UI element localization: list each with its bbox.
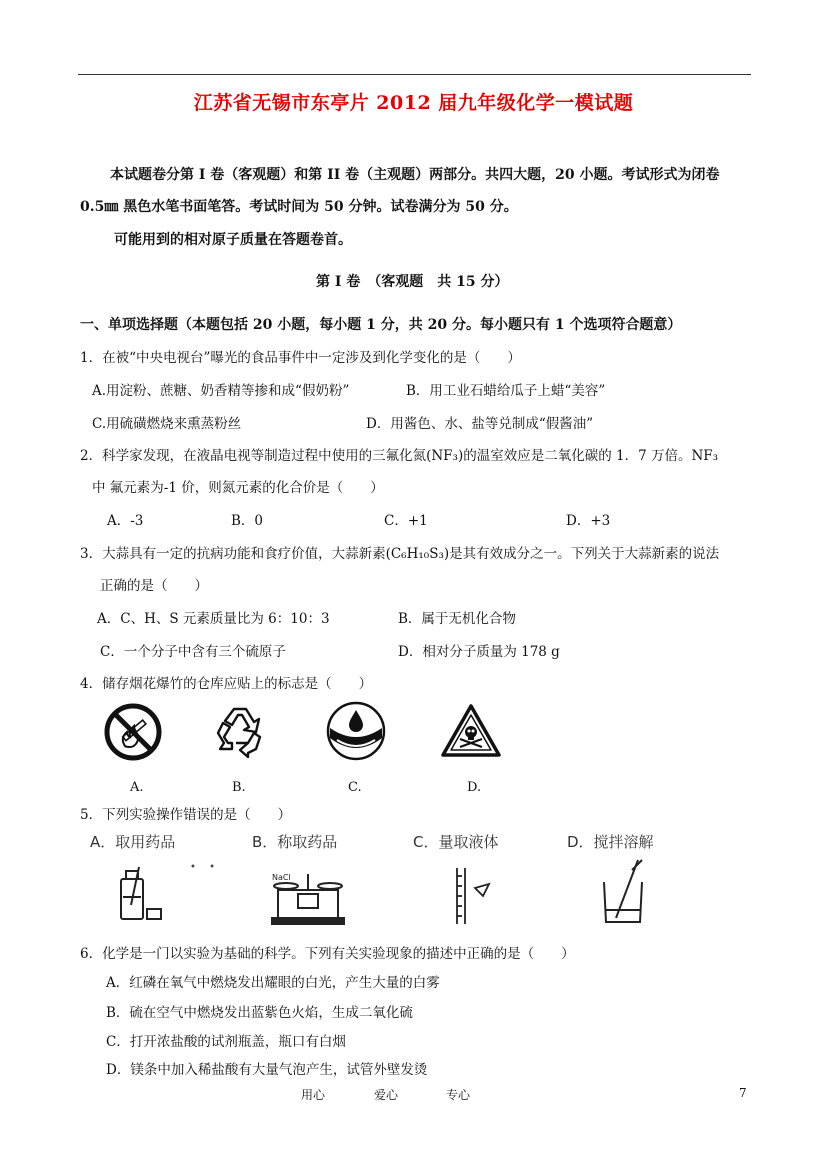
no-fire-sign-icon xyxy=(103,702,163,762)
dot-marks: • • xyxy=(190,862,215,873)
footer-word-3: 专心 xyxy=(446,1088,471,1102)
q2-option-d: D．+3 xyxy=(566,513,611,529)
svg-text:NaCl: NaCl xyxy=(272,873,291,882)
beaker-stirring-icon xyxy=(598,858,650,928)
q3-option-d: D．相对分子质量为 178 g xyxy=(398,644,560,660)
q3-stem: 3．大蒜具有一定的抗病功能和食疗价值，大蒜新素(C₆H₁₀S₃)是其有效成分之一。下列关于大蒜新素的说法 xyxy=(80,546,720,562)
q4-label-a: A. xyxy=(130,780,144,795)
q3-option-b: B．属于无机化合物 xyxy=(398,611,516,627)
footer-word-1: 用心 xyxy=(301,1088,326,1102)
q3-option-c: C．一个分子中含有三个硫原子 xyxy=(100,644,286,660)
q6-stem: 6．化学是一门以实验为基础的科学。下列有关实验现象的描述中正确的是（ ） xyxy=(80,946,575,962)
footer-word-2: 爱心 xyxy=(374,1088,399,1102)
q3-stem-continued: 正确的是（ ） xyxy=(100,578,208,594)
q6-option-b: B．硫在空气中燃烧发出蓝紫色火焰，生成二氧化硫 xyxy=(106,1005,413,1021)
q2-stem-continued: 中 氟元素为-1 价，则氮元素的化合价是（ ） xyxy=(92,480,384,496)
toxic-warning-sign-icon xyxy=(440,703,502,759)
water-drop-sign-icon xyxy=(325,700,387,762)
q1-option-c: C.用硫磺燃烧来熏蒸粉丝 xyxy=(92,416,242,432)
q6-option-d: D．镁条中加入稀盐酸有大量气泡产生，试管外壁发烫 xyxy=(106,1062,428,1078)
header-rule xyxy=(78,74,751,75)
reagent-bottle-icon xyxy=(115,865,165,923)
intro-line-3: 可能用到的相对原子质量在答题卷首。 xyxy=(114,232,352,248)
q2-option-c: C．+1 xyxy=(384,513,428,529)
q4-label-c: C. xyxy=(348,780,362,795)
q4-label-d: D. xyxy=(467,780,482,795)
q4-label-b: B. xyxy=(232,780,246,795)
q1-stem: 1．在被“中央电视台”曝光的食品事件中一定涉及到化学变化的是（ ） xyxy=(80,350,521,366)
q5-option-b: B．称取药品 xyxy=(252,833,338,851)
q6-option-a: A．红磷在氧气中燃烧发出耀眼的白光，产生大量的白雾 xyxy=(106,975,440,991)
q2-option-a: A．-3 xyxy=(107,513,144,529)
q2-stem: 2．科学家发现，在液晶电视等制造过程中使用的三氟化氮(NF₃)的温室效应是二氧化碳的 1．7 万倍。NF₃ xyxy=(80,448,719,464)
recycle-sign-icon xyxy=(210,703,270,759)
q2-option-b: B．0 xyxy=(231,513,264,529)
q5-stem: 5．下列实验操作错误的是（ ） xyxy=(80,807,292,823)
q5-option-c: C．量取液体 xyxy=(413,833,499,851)
page-number: 7 xyxy=(739,1086,747,1100)
intro-line-1: 本试题卷分第 I 卷（客观题）和第 II 卷（主观题）两部分。共四大题，20 小题。考试形式为闭卷 xyxy=(110,167,720,183)
q4-stem: 4．储存烟花爆竹的仓库应贴上的标志是（ ） xyxy=(80,676,373,692)
part-title: 一、单项选择题（本题包括 20 小题，每小题 1 分，共 20 分。每小题只有 1 个选项符合题意） xyxy=(80,317,682,333)
q3-option-a: A．C、H、S 元素质量比为 6：10：3 xyxy=(97,611,330,627)
intro-line-2: 0.5㎜ 黑色水笔书面笔答。考试时间为 50 分钟。试卷满分为 50 分。 xyxy=(80,199,518,215)
q5-option-a: A．取用药品 xyxy=(90,833,176,851)
page-title: 江苏省无锡市东亭片 2012 届九年级化学一模试题 xyxy=(193,92,634,114)
q5-option-d: D．搅拌溶解 xyxy=(567,833,654,851)
q1-option-a: A.用淀粉、蔗糖、奶香精等掺和成“假奶粉” xyxy=(92,383,350,399)
q1-option-b: B．用工业石蜡给瓜子上蜡“美容” xyxy=(406,383,606,399)
section-heading: 第 I 卷 （客观题 共 15 分） xyxy=(316,274,509,290)
q6-option-c: C．打开浓盐酸的试剂瓶盖，瓶口有白烟 xyxy=(106,1034,346,1050)
balance-scale-icon xyxy=(268,870,348,926)
measuring-cylinder-icon xyxy=(445,866,505,926)
q1-option-d: D．用酱色、水、盐等兑制成“假酱油” xyxy=(366,416,594,432)
